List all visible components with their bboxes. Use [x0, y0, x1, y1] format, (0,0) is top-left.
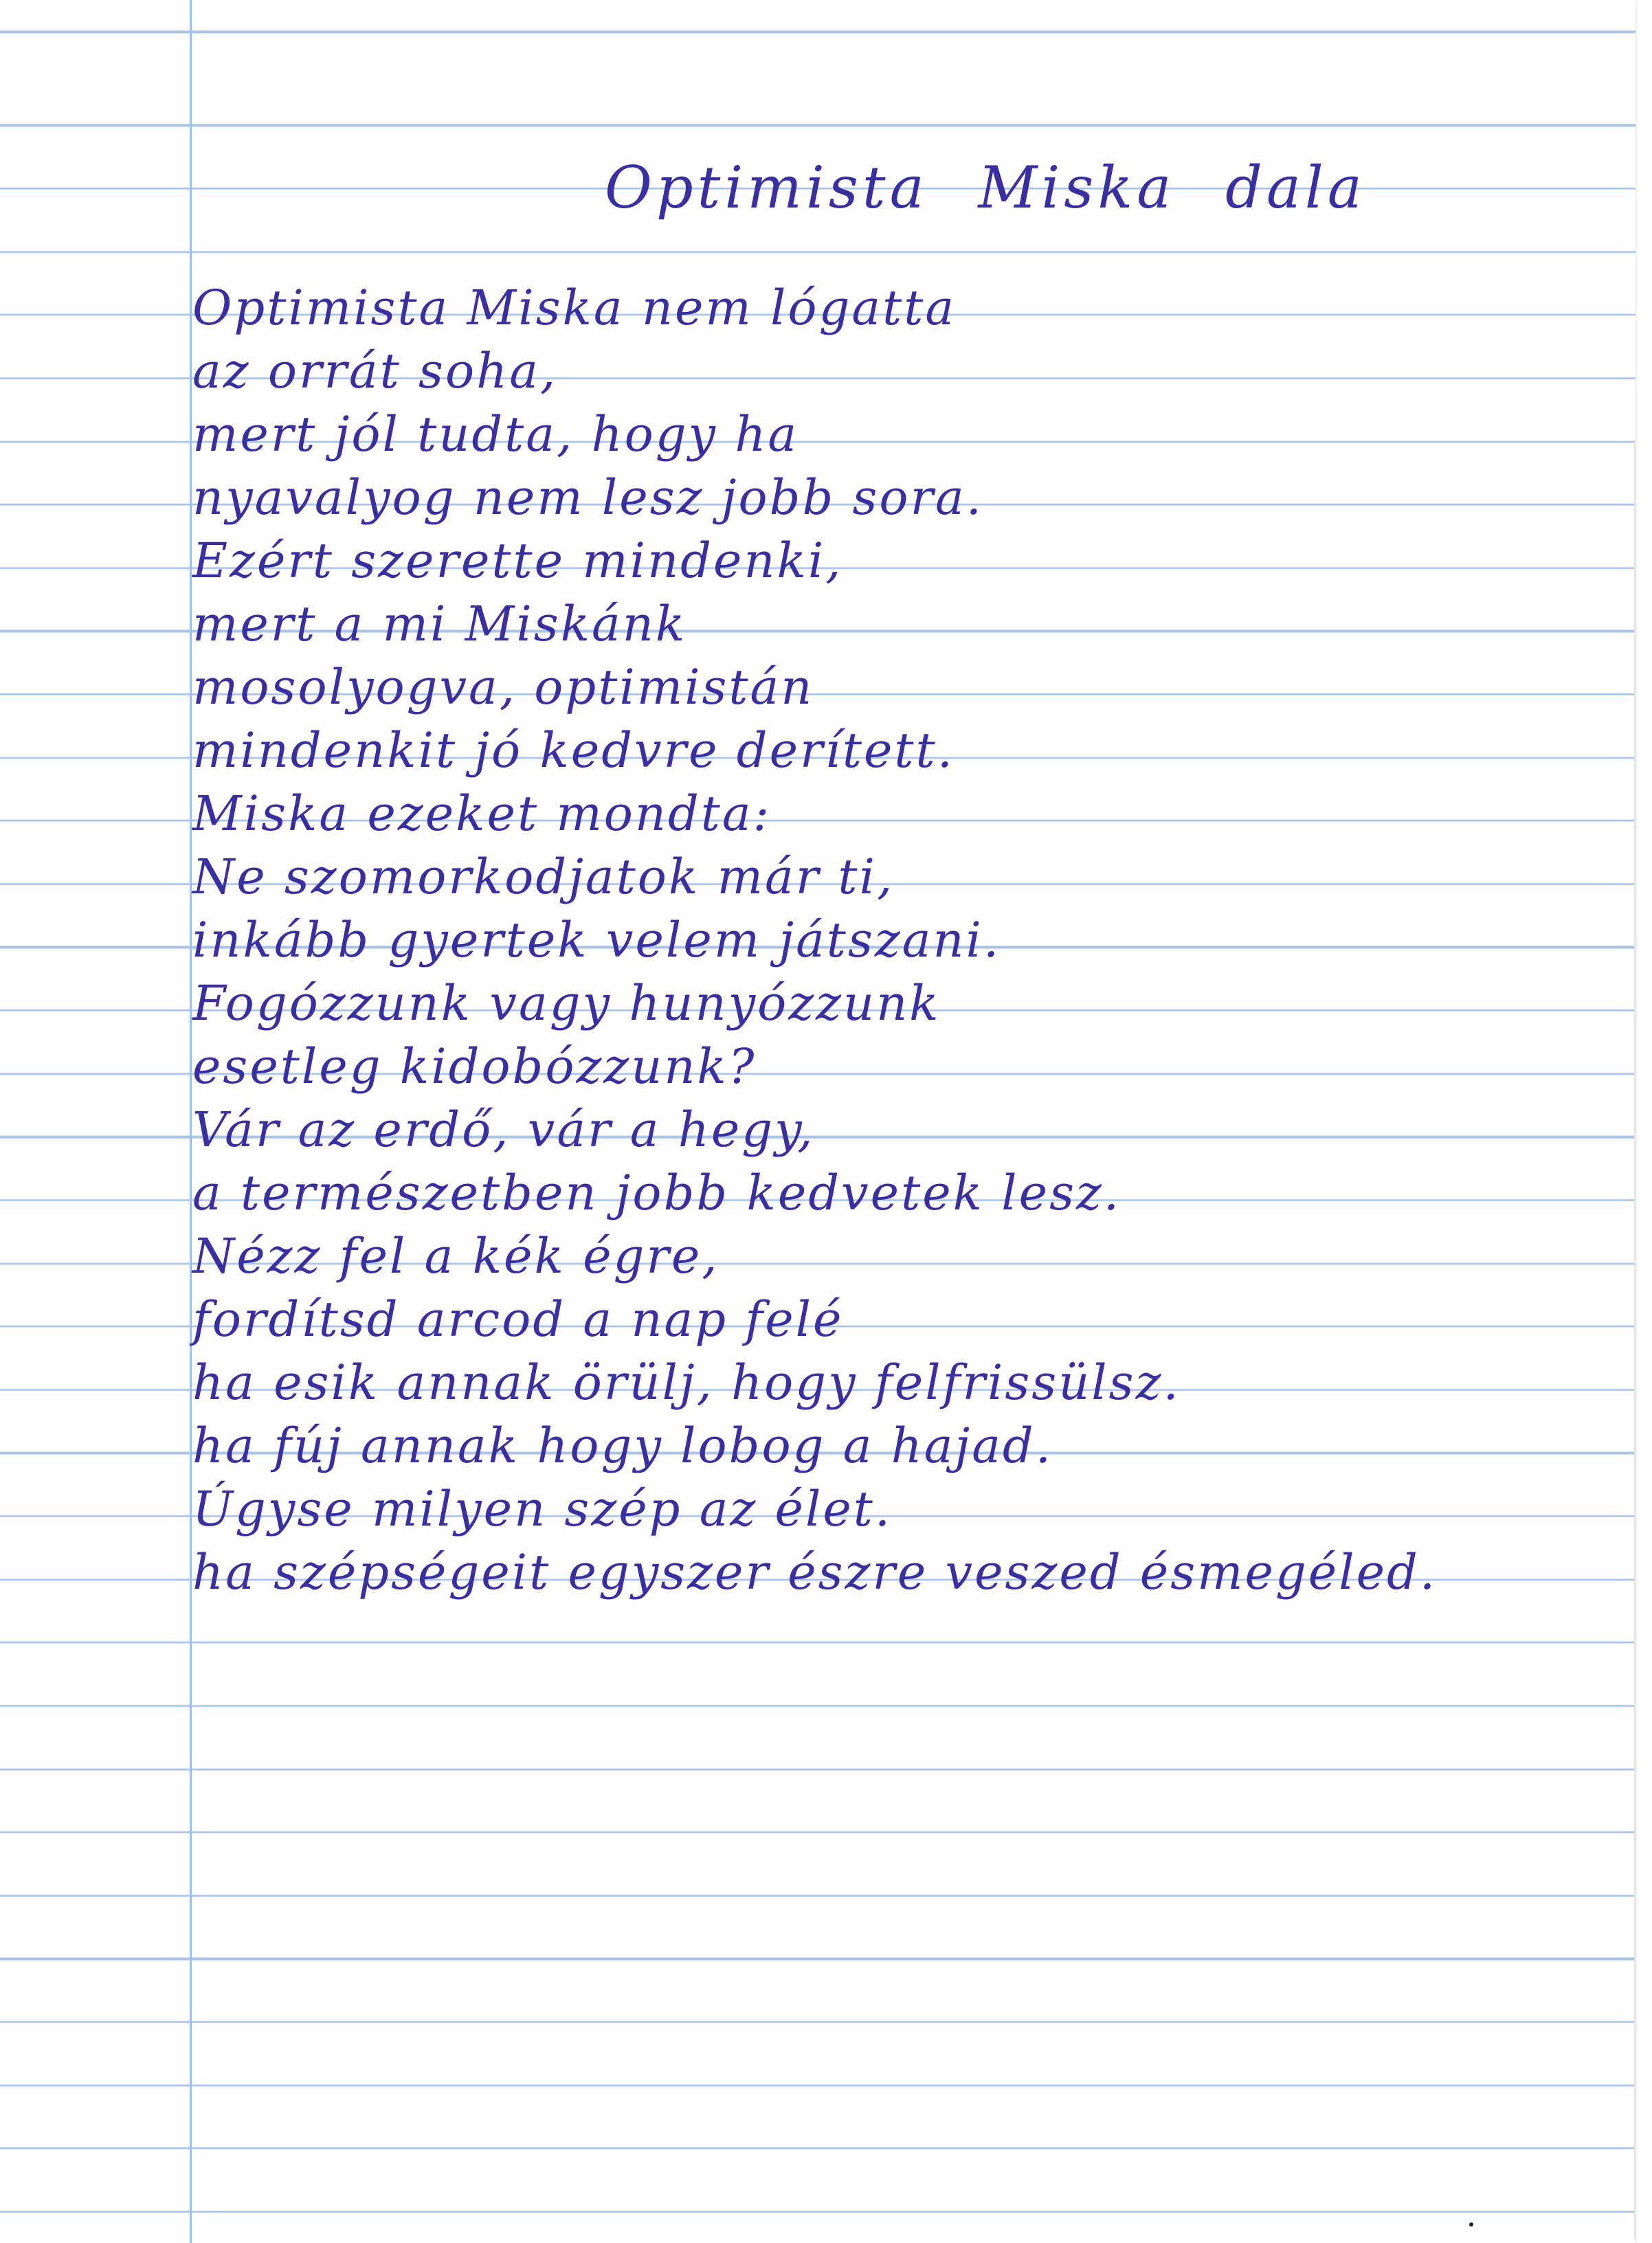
poem-line: mert a mi Miskánk — [192, 596, 687, 652]
poem-line: inkább gyertek velem játszani. — [192, 912, 1001, 968]
poem-line: fordítsd arcod a nap felé — [192, 1291, 844, 1348]
poem-line: Optimista Miska nem lógatta — [192, 280, 957, 336]
poem-line: Ne szomorkodjatok már ti, — [192, 849, 895, 905]
poem-line: Nézz fel a kék égre, — [192, 1228, 719, 1284]
poem-line: ha esik annak örülj, hogy felfrissülsz. — [192, 1354, 1181, 1411]
poem-line: mert jól tudta, hogy ha — [192, 406, 799, 462]
poem-line: a természetben jobb kedvetek lesz. — [192, 1165, 1121, 1221]
poem-line: ha szépségeit egyszer észre veszed ésmegéled. — [192, 1544, 1438, 1600]
margin-line — [190, 0, 192, 2243]
poem-line: az orrát soha, — [192, 343, 558, 399]
poem-line: Miska ezeket mondta: — [192, 785, 772, 842]
poem-line: nyavalyog nem lesz jobb sora. — [192, 469, 984, 526]
ink-speck — [1469, 2222, 1473, 2227]
poem-title: Optimista Miska dala — [605, 154, 1366, 221]
poem-line: ha fúj annak hogy lobog a hajad. — [192, 1418, 1053, 1474]
poem-line: Vár az erdő, vár a hegy, — [192, 1102, 815, 1158]
poem-line: Úgyse milyen szép az élet. — [192, 1481, 893, 1537]
poem-line: mindenkit jó kedvre derített. — [192, 722, 955, 779]
poem-line: esetleg kidobózzunk? — [192, 1038, 757, 1095]
poem-line: Ezért szerette mindenki, — [192, 533, 843, 589]
page-edge — [1634, 440, 1636, 2240]
poem-line: Fogózzunk vagy hunyózzunk — [192, 975, 941, 1031]
poem-body — [192, 276, 1437, 1604]
poem-line: mosolyogva, optimistán — [192, 659, 814, 715]
